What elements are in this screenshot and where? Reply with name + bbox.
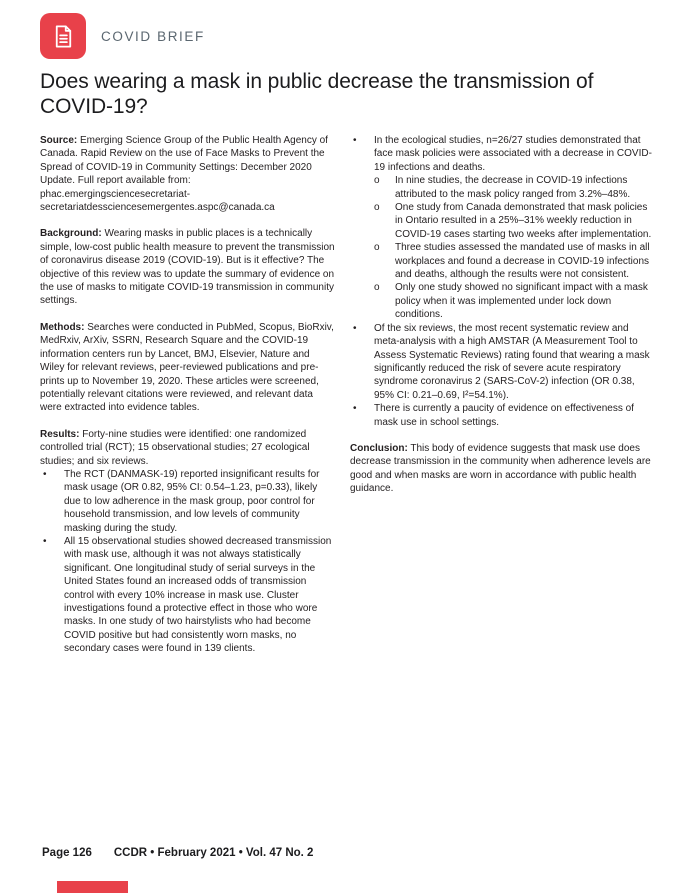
page-title: Does wearing a mask in public decrease the transmission of COVID-19? [40,70,594,118]
list-item-text: Only one study showed no significant impact with a mask policy when it was implemented under lock down conditions. [395,282,648,321]
results-bullet-list [40,468,336,656]
footer [42,847,313,859]
list-item-text: One study from Canada demonstrated that mask policies in Ontario resulted in a 25%–31% weekly reduction in COVID-19 cases starting two weeks after implementation. [395,202,652,240]
paragraph-background [40,227,336,307]
sub-list-item [374,241,654,281]
list-item-text: In the ecological studies, n=26/27 studies demonstrated that face mask policies were associated with a decrease in COVID-19 infections and deaths. [374,135,652,173]
paragraph-source [40,134,336,214]
footer-red-bar [57,881,128,893]
list-item [350,402,654,429]
list-item-text: In nine studies, the decrease in COVID-19 infections attributed to the mask policy ranged from 3.2%–48%. [395,175,631,200]
list-item [40,535,336,656]
header [0,0,690,59]
brand-label: COVID BRIEF [101,28,205,44]
paragraph-label: Source: [40,135,78,146]
paragraph-text: This body of evidence suggests that mask use does decrease transmission in the community when adherence levels are good and when masks are worn in accordance with public health guidance. [350,442,651,495]
list-item [350,134,654,322]
paragraph-text: Forty-nine studies were identified: one randomized controlled trial (RCT); 15 observational studies; 27 ecological studies; and six reviews. [40,428,310,467]
paragraph-label: Results: [40,428,80,440]
sub-list-item [374,281,654,321]
paragraph-conclusion [350,442,654,496]
paragraph-label: Conclusion: [350,442,408,454]
list-item-text: Three studies assessed the mandated use of masks in all workplaces and found a decrease in COVID-19 infections and deaths, although the results were not consistent. [395,242,650,281]
brand-row [40,13,654,59]
paragraph-results [40,428,336,468]
sub-list-item [374,174,654,201]
list-item-text: There is currently a paucity of evidence on effectiveness of mask use in school settings. [374,403,634,428]
list-item [40,468,336,535]
paragraph-text: Searches were conducted in PubMed, Scopus, BioRxiv, MedRxiv, ArXiv, SSRN, Research Square and the COVID-19 information centers run by Lancet, BMJ, Elsevier, Nature and Wiley for relevant reviews, peer-reviewed publications and pre-prints up to November 19, 2020. These articles were screened, potentially relevant citations were reviewed, and relevant data were extracted into evidence tables. [40,321,334,414]
list-item-text: Of the six reviews, the most recent systematic review and meta-analysis with a high AMSTAR (A Measurement Tool to Assess Systematic Reviews) rating found that wearing a mask significantly reduced the risk of severe acute respiratory syndrome coronavirus 2 (SARS-CoV-2) infection (OR 0.38, 95% CI: 0.21–0.69, I²=54.1%). [374,322,650,401]
results-bullet-list-continued [350,134,654,429]
right-column [350,134,654,669]
paragraph-label: Methods: [40,321,85,333]
body-columns [40,134,654,669]
sub-list-item [374,201,654,241]
paragraph-label: Background: [40,228,102,240]
list-item [350,322,654,402]
paragraph-methods [40,321,336,415]
paragraph-text: Emerging Science Group of the Public Health Agency of Canada. Rapid Review on the use of Face Masks to Prevent the Spread of COVID-19 in Community Settings: December 2020 Update. Full report available from: phac.emergingsciencesecretariat-secretariatdessciencesemergentes.aspc@canada.ca [40,135,328,214]
paragraph-text: Wearing masks in public places is a technically simple, low-cost public health measure to prevent the transmission of coronavirus disease 2019 (COVID-19). But is it effective? The objective of this review was to update the summary of evidence on the use of masks to mitigate COVID-19 transmission in community settings. [40,228,335,307]
list-item-text: All 15 observational studies showed decreased transmission with mask use, although it was not always statistically significant. One longitudinal study of serial surveys in the United States found an increased odds of transmission control with every 10% increase in mask use. Cluster investigations found a protective effect in those who wore masks. In one study of two hairstylists who had become COVID positive but had consistently worn masks, no secondary cases were found in 139 clients. [64,535,332,655]
page-number: Page 126 [42,847,92,859]
list-item-text: The RCT (DANMASK-19) reported insignificant results for mask usage (OR 0.82, 95% CI: 0.54–1.23, p=0.33), likely due to low adherence in the mask group, poor control for household transmission, and low levels of community masking during the study. [64,468,320,534]
sub-bullet-list [374,174,654,321]
left-column [40,134,336,669]
journal-info: CCDR • February 2021 • Vol. 47 No. 2 [113,847,314,859]
document-icon [40,13,86,59]
